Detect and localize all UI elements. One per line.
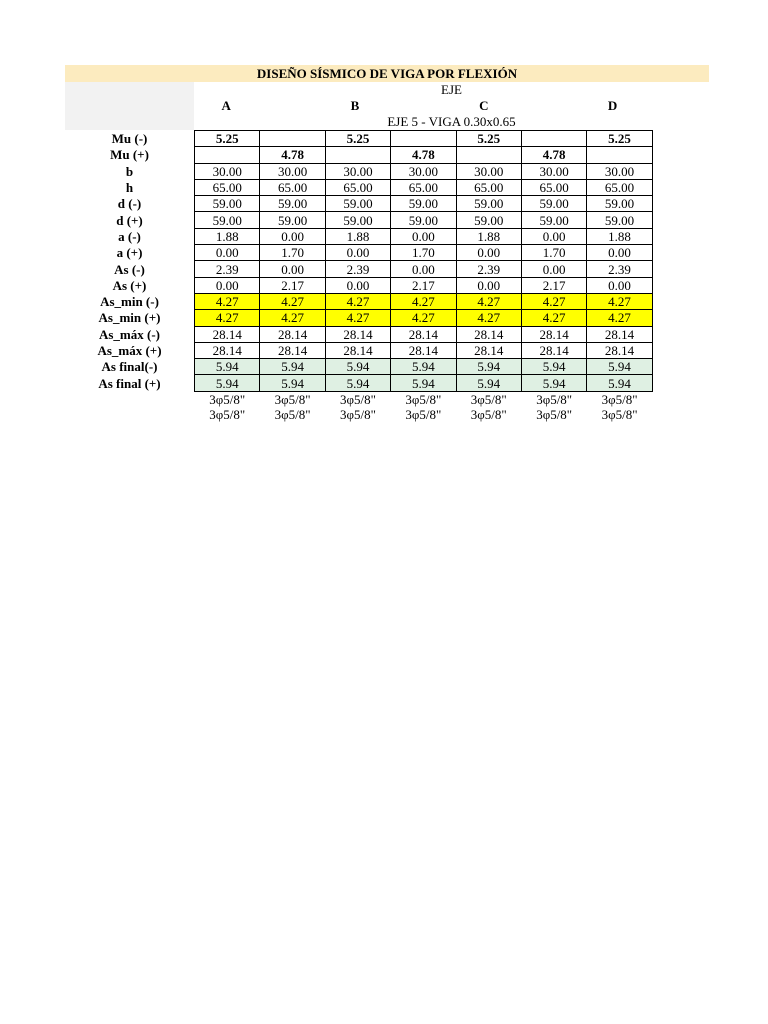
table-cell[interactable]: 4.27 <box>195 293 260 309</box>
row-label: b <box>125 163 134 179</box>
table-cell[interactable]: 0.00 <box>456 277 521 293</box>
table-cell[interactable]: 65.00 <box>195 179 260 195</box>
table-cell[interactable]: 59.00 <box>195 196 260 212</box>
table-cell[interactable]: 5.94 <box>260 375 325 391</box>
table-row <box>65 179 652 195</box>
table-cell[interactable]: 1.88 <box>456 228 521 244</box>
table-cell[interactable]: 4.27 <box>391 293 456 309</box>
table-cell[interactable]: 28.14 <box>195 342 260 358</box>
table-cell[interactable]: 59.00 <box>195 212 260 228</box>
beam-subtitle: EJE 5 - VIGA 0.30x0.65 <box>387 114 516 129</box>
table-cell[interactable]: 0.00 <box>391 228 456 244</box>
table-cell[interactable]: 5.94 <box>521 359 586 375</box>
table-cell[interactable]: 0.00 <box>195 277 260 293</box>
table-cell[interactable]: 5.94 <box>456 359 521 375</box>
table-cell[interactable]: 0.00 <box>521 228 586 244</box>
table-cell[interactable]: 5.94 <box>195 375 260 391</box>
table-cell[interactable] <box>260 131 325 147</box>
table-cell[interactable]: 3φ5/8" <box>536 407 573 423</box>
table-row <box>65 407 652 422</box>
table-cell[interactable]: 3φ5/8" <box>536 391 573 407</box>
table-cell[interactable]: 3φ5/8" <box>601 407 638 423</box>
table-cell[interactable]: 5.94 <box>325 375 390 391</box>
sheet-title: DISEÑO SÍSMICO DE VIGA POR FLEXIÓN <box>65 65 709 82</box>
table-cell[interactable]: 30.00 <box>587 163 652 179</box>
table-cell[interactable]: 30.00 <box>391 163 456 179</box>
table-cell[interactable]: 5.94 <box>587 375 652 391</box>
table-cell[interactable]: 59.00 <box>391 196 456 212</box>
table-row <box>65 261 652 277</box>
table-cell[interactable]: 0.00 <box>391 261 456 277</box>
table-cell[interactable]: 30.00 <box>456 163 521 179</box>
table-cell[interactable]: 0.00 <box>325 277 390 293</box>
table-cell[interactable]: 4.27 <box>325 310 390 326</box>
table-cell[interactable]: 3φ5/8" <box>274 407 311 423</box>
table-cell[interactable]: 5.94 <box>195 359 260 375</box>
table-cell[interactable]: 30.00 <box>195 163 260 179</box>
table-cell[interactable]: 5.25 <box>325 131 390 147</box>
eje-label: EJE <box>441 82 462 97</box>
table-cell[interactable]: 1.70 <box>521 245 586 261</box>
table-cell[interactable]: 59.00 <box>456 196 521 212</box>
table-cell[interactable]: 65.00 <box>587 179 652 195</box>
table-row <box>65 245 652 261</box>
table-cell[interactable]: 28.14 <box>325 342 390 358</box>
table-cell[interactable]: 0.00 <box>260 228 325 244</box>
row-label: a (-) <box>118 228 141 244</box>
table-row <box>65 293 652 309</box>
table-row <box>65 342 652 358</box>
table-cell[interactable]: 59.00 <box>521 212 586 228</box>
table-cell[interactable]: 59.00 <box>587 196 652 212</box>
table-cell[interactable]: 2.17 <box>391 277 456 293</box>
table-row <box>65 359 652 375</box>
table-row <box>65 310 652 326</box>
table-cell[interactable]: 59.00 <box>260 196 325 212</box>
table-cell[interactable]: 4.78 <box>521 147 586 163</box>
table-cell[interactable]: 59.00 <box>456 212 521 228</box>
row-label <box>65 407 195 422</box>
table-cell[interactable]: 0.00 <box>587 245 652 261</box>
axis-label-c: C <box>479 98 489 113</box>
table-cell[interactable]: 5.94 <box>391 375 456 391</box>
row-label: h <box>125 180 134 196</box>
axis-label-d: D <box>607 98 618 113</box>
table-cell[interactable] <box>587 147 652 163</box>
row-label <box>65 391 195 407</box>
header-blank-cell <box>65 82 194 130</box>
table-row <box>65 196 652 212</box>
row-label: As (+) <box>112 277 147 293</box>
table-cell[interactable]: 1.70 <box>391 245 456 261</box>
table-cell[interactable]: 5.25 <box>195 131 260 147</box>
table-cell[interactable] <box>391 131 456 147</box>
row-label: As final (+) <box>98 375 161 391</box>
table-cell[interactable]: 4.27 <box>587 310 652 326</box>
table-cell[interactable]: 4.78 <box>391 147 456 163</box>
table-cell[interactable]: 28.14 <box>521 326 586 342</box>
table-row <box>65 147 652 163</box>
row-label: As final(-) <box>101 359 158 375</box>
table-cell[interactable]: 5.25 <box>456 131 521 147</box>
table-cell[interactable]: 2.17 <box>260 277 325 293</box>
table-cell[interactable]: 3φ5/8" <box>274 391 311 407</box>
table-cell[interactable]: 5.94 <box>325 359 390 375</box>
axis-column-labels <box>194 98 709 114</box>
table-cell[interactable]: 3φ5/8" <box>340 407 376 423</box>
table-row <box>65 228 652 244</box>
table-cell[interactable]: 28.14 <box>325 326 390 342</box>
table-cell[interactable]: 5.94 <box>391 359 456 375</box>
table-row <box>65 212 652 228</box>
table-cell[interactable]: 65.00 <box>325 179 390 195</box>
table-cell[interactable]: 3φ5/8" <box>601 391 638 407</box>
table-cell[interactable]: 0.00 <box>521 261 586 277</box>
table-row <box>65 391 652 407</box>
table-cell[interactable]: 4.27 <box>587 293 652 309</box>
table-cell[interactable]: 4.27 <box>456 310 521 326</box>
table-row <box>65 277 652 293</box>
table-cell[interactable]: 59.00 <box>325 212 390 228</box>
table-cell[interactable]: 2.39 <box>587 261 652 277</box>
table-cell[interactable]: 28.14 <box>391 326 456 342</box>
table-cell[interactable]: 0.00 <box>587 277 652 293</box>
axis-label-a: A <box>221 98 231 113</box>
table-cell[interactable]: 3φ5/8" <box>340 391 376 407</box>
table-cell[interactable]: 28.14 <box>195 326 260 342</box>
table-cell[interactable]: 4.27 <box>391 310 456 326</box>
table-cell[interactable]: 59.00 <box>587 212 652 228</box>
row-label: As_máx (+) <box>97 343 162 358</box>
table-cell[interactable]: 1.88 <box>325 228 390 244</box>
table-cell[interactable]: 30.00 <box>521 163 586 179</box>
table-cell[interactable]: 4.27 <box>456 293 521 309</box>
table-cell[interactable]: 30.00 <box>325 163 390 179</box>
axis-label-b: B <box>350 98 360 113</box>
table-cell[interactable]: 2.17 <box>521 277 586 293</box>
table-cell[interactable]: 0.00 <box>325 245 390 261</box>
table-row <box>65 326 652 342</box>
table-cell[interactable]: 28.14 <box>456 326 521 342</box>
row-label: d (+) <box>116 212 143 228</box>
row-label: Mu (+) <box>110 147 149 163</box>
table-cell[interactable]: 4.27 <box>195 310 260 326</box>
table-cell[interactable] <box>195 147 260 163</box>
table-cell[interactable]: 0.00 <box>456 245 521 261</box>
table-cell[interactable]: 0.00 <box>195 245 260 261</box>
table-cell[interactable]: 4.27 <box>521 293 586 309</box>
spreadsheet-sheet <box>65 65 709 422</box>
table-cell[interactable]: 3φ5/8" <box>470 391 507 407</box>
row-label: As_máx (-) <box>98 326 160 342</box>
table-cell[interactable]: 4.27 <box>260 293 325 309</box>
table-cell[interactable]: 28.14 <box>260 326 325 342</box>
table-cell[interactable]: 0.00 <box>260 261 325 277</box>
table-cell[interactable]: 5.94 <box>260 359 325 375</box>
table-row <box>65 163 652 179</box>
table-cell[interactable]: 2.39 <box>195 261 260 277</box>
table-cell[interactable]: 2.39 <box>456 261 521 277</box>
row-label: Mu (-) <box>111 131 148 147</box>
table-cell[interactable]: 59.00 <box>260 212 325 228</box>
table-cell[interactable]: 5.94 <box>587 359 652 375</box>
row-label: d (-) <box>117 196 142 212</box>
table-cell[interactable]: 3φ5/8" <box>405 391 442 407</box>
table-cell[interactable] <box>456 147 521 163</box>
table-cell[interactable]: 65.00 <box>391 179 456 195</box>
table-cell[interactable]: 4.78 <box>260 147 325 163</box>
table-row <box>65 375 652 391</box>
table-cell[interactable]: 2.39 <box>325 261 390 277</box>
table-cell[interactable] <box>521 131 586 147</box>
table-cell[interactable]: 28.14 <box>587 326 652 342</box>
table-row <box>65 131 652 147</box>
row-label: a (+) <box>116 245 143 261</box>
table-cell[interactable]: 5.94 <box>456 375 521 391</box>
table-cell[interactable]: 28.14 <box>391 342 456 358</box>
table-cell[interactable]: 3φ5/8" <box>209 391 246 407</box>
row-label: As_min (+) <box>98 310 161 326</box>
table-cell[interactable]: 4.27 <box>325 293 390 309</box>
row-label: As (-) <box>114 261 145 277</box>
table-cell[interactable]: 59.00 <box>521 196 586 212</box>
table-cell[interactable]: 3φ5/8" <box>405 407 442 423</box>
table-cell[interactable]: 65.00 <box>456 179 521 195</box>
table-cell[interactable]: 1.88 <box>587 228 652 244</box>
table-cell[interactable]: 3φ5/8" <box>209 407 246 423</box>
design-table <box>65 130 653 422</box>
table-cell[interactable]: 3φ5/8" <box>470 407 507 423</box>
table-cell[interactable]: 28.14 <box>456 342 521 358</box>
table-cell[interactable]: 4.27 <box>260 310 325 326</box>
column-header-block <box>65 82 709 130</box>
row-label: As_min (-) <box>100 294 159 310</box>
table-cell[interactable]: 65.00 <box>521 179 586 195</box>
table-cell[interactable]: 5.94 <box>521 375 586 391</box>
table-cell[interactable] <box>325 147 390 163</box>
table-cell[interactable]: 65.00 <box>260 179 325 195</box>
table-cell[interactable]: 28.14 <box>521 342 586 358</box>
table-cell[interactable]: 5.25 <box>587 131 652 147</box>
table-cell[interactable]: 59.00 <box>325 196 390 212</box>
table-cell[interactable]: 28.14 <box>587 342 652 358</box>
table-cell[interactable]: 1.70 <box>260 245 325 261</box>
table-cell[interactable]: 30.00 <box>260 163 325 179</box>
table-cell[interactable]: 59.00 <box>391 212 456 228</box>
table-cell[interactable]: 28.14 <box>260 342 325 358</box>
table-cell[interactable]: 1.88 <box>195 228 260 244</box>
table-cell[interactable]: 4.27 <box>521 310 586 326</box>
